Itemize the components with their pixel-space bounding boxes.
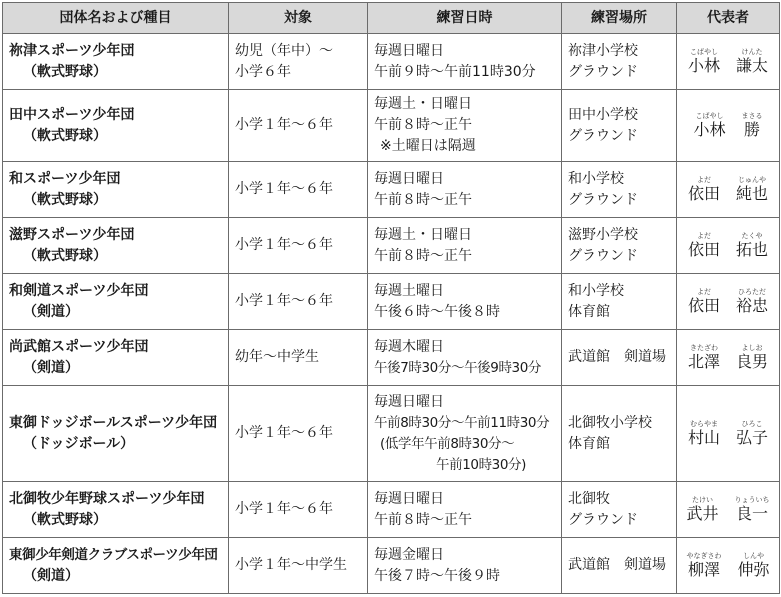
sport-type: （剣道） — [23, 567, 79, 584]
sport-type: （軟式野球） — [23, 511, 107, 528]
representative-cell — [677, 386, 780, 482]
place-line: 武道館 剣道場 — [568, 349, 666, 365]
schedule-line: 午前8時30分～午前11時30分 — [374, 414, 550, 431]
rep-given-name: けんた 謙太 — [736, 48, 769, 75]
target-cell — [229, 34, 368, 90]
furigana: じゅんや — [738, 176, 766, 184]
place-cell — [562, 538, 677, 594]
furigana: けんた — [741, 48, 763, 56]
target-cell — [229, 90, 368, 162]
furigana: しんや — [742, 552, 764, 560]
place-cell — [562, 386, 677, 482]
representative-cell — [677, 538, 780, 594]
schedule-line: 午前８時～正午 — [374, 191, 472, 208]
place-cell — [562, 330, 677, 386]
rep-family-name: よだ 依田 — [687, 232, 720, 259]
schedule-line: 毎週日曜日 — [374, 490, 444, 507]
rep-given-name: よしお 良男 — [736, 344, 769, 371]
place-line: グラウンド — [568, 191, 638, 208]
place-line: 和小学校 — [568, 282, 624, 299]
furigana: よだ — [696, 176, 711, 184]
schedule-cell — [368, 482, 562, 538]
schedule-note: (低学年午前8時30分～ — [380, 435, 515, 452]
representative-cell — [677, 90, 780, 162]
group-name: 和スポーツ少年団 — [9, 170, 121, 187]
group-name: 尚武館スポーツ少年団 — [9, 338, 149, 355]
schedule-line: 午前８時～正午 — [374, 511, 472, 528]
header-schedule: 練習日時 — [368, 3, 562, 34]
target-line: 小学１年～６年 — [235, 501, 333, 517]
sport-type: （軟式野球） — [23, 191, 107, 208]
sports-club-table — [2, 2, 780, 594]
schedule-line: 毎週日曜日 — [374, 42, 444, 59]
rep-family-name: やなぎさわ 柳澤 — [686, 552, 722, 579]
place-line: 滋野小学校 — [568, 226, 638, 243]
rep-family-name: よだ 依田 — [687, 288, 720, 315]
table-row — [3, 274, 780, 330]
group-name: 祢津スポーツ少年団 — [9, 42, 135, 59]
rep-family-name: きたざわ 北澤 — [687, 344, 720, 371]
group-name: 田中スポーツ少年団 — [9, 106, 135, 123]
place-line: 体育館 — [568, 435, 610, 452]
header-representative: 代表者 — [677, 3, 780, 34]
table-row — [3, 538, 780, 594]
table-row — [3, 218, 780, 274]
rep-given-name: たくや 拓也 — [736, 232, 769, 259]
schedule-line: 午前８時～正午 — [374, 247, 472, 264]
group-name: 滋野スポーツ少年団 — [9, 226, 135, 243]
target-cell — [229, 162, 368, 218]
target-cell — [229, 482, 368, 538]
furigana: やなぎさわ — [686, 552, 722, 560]
place-line: 祢津小学校 — [568, 42, 638, 59]
target-line: 小学１年～６年 — [235, 117, 333, 133]
schedule-line: 毎週日曜日 — [374, 170, 444, 187]
schedule-line: 午後７時～午後９時 — [374, 567, 500, 584]
place-cell — [562, 218, 677, 274]
table-row — [3, 386, 780, 482]
representative-cell — [677, 274, 780, 330]
place-line: グラウンド — [568, 247, 638, 264]
target-line: 小学１年～６年 — [235, 181, 333, 197]
group-name: 北御牧少年野球スポーツ少年団 — [9, 490, 205, 507]
furigana: まさる — [741, 112, 763, 120]
rep-family-name: よだ 依田 — [687, 176, 720, 203]
place-line: 田中小学校 — [568, 106, 638, 123]
furigana: こばやし — [695, 112, 724, 120]
group-name-cell — [3, 274, 229, 330]
rep-family-name: むらやま 村山 — [687, 420, 720, 447]
schedule-cell — [368, 330, 562, 386]
sport-type: （軟式野球） — [23, 127, 107, 144]
group-name-cell — [3, 90, 229, 162]
place-line: グラウンド — [568, 63, 638, 80]
rep-given-name: りょういち 良一 — [734, 496, 770, 523]
schedule-cell — [368, 90, 562, 162]
schedule-cell — [368, 274, 562, 330]
sport-type: （軟式野球） — [23, 247, 107, 264]
group-name: 東御ドッジボールスポーツ少年団 — [9, 414, 218, 431]
representative-cell — [677, 482, 780, 538]
table-row — [3, 482, 780, 538]
representative-cell — [677, 330, 780, 386]
place-cell — [562, 274, 677, 330]
target-line: 小学１年～６年 — [235, 293, 333, 309]
schedule-cell — [368, 162, 562, 218]
furigana: よだ — [696, 232, 711, 240]
group-name-cell — [3, 218, 229, 274]
table-row — [3, 162, 780, 218]
table-row — [3, 330, 780, 386]
group-name-cell — [3, 538, 229, 594]
target-cell — [229, 538, 368, 594]
rep-given-name: まさる 勝 — [741, 112, 763, 139]
rep-family-name: こばやし 小林 — [693, 112, 726, 139]
place-line: グラウンド — [568, 127, 638, 144]
sport-type: （剣道） — [23, 359, 79, 376]
place-line: 北御牧小学校 — [568, 414, 652, 431]
rep-family-name: こばやし 小林 — [687, 48, 720, 75]
target-cell — [229, 330, 368, 386]
sport-type: （ドッジボール） — [23, 435, 135, 452]
schedule-line: 午前９時～午前11時30分 — [374, 63, 536, 80]
target-cell — [229, 386, 368, 482]
rep-family-name: たけい 武井 — [686, 496, 719, 523]
target-line: 幼児（年中）～ — [235, 42, 333, 59]
place-line: 和小学校 — [568, 170, 624, 187]
place-cell — [562, 162, 677, 218]
place-line: 武道館 剣道場 — [568, 557, 666, 573]
furigana: ひろただ — [738, 288, 766, 296]
furigana: よしお — [741, 344, 763, 352]
group-name-cell — [3, 386, 229, 482]
place-line: グラウンド — [568, 511, 638, 528]
schedule-line: 毎週土曜日 — [374, 282, 444, 299]
group-name: 東御少年剣道クラブスポーツ少年団 — [9, 546, 218, 563]
furigana: きたざわ — [689, 344, 718, 352]
furigana: たくや — [741, 232, 763, 240]
header-target: 対象 — [229, 3, 368, 34]
schedule-line: 毎週金曜日 — [374, 546, 444, 563]
schedule-line: 毎週木曜日 — [374, 338, 444, 355]
schedule-line: 午後7時30分～午後9時30分 — [374, 359, 542, 376]
representative-cell — [677, 218, 780, 274]
furigana: むらやま — [689, 420, 718, 428]
table-row — [3, 90, 780, 162]
schedule-line: 毎週日曜日 — [374, 393, 444, 410]
place-line: 北御牧 — [568, 490, 610, 507]
representative-cell — [677, 34, 780, 90]
schedule-cell — [368, 386, 562, 482]
furigana: ひろこ — [741, 420, 763, 428]
furigana: こばやし — [689, 48, 718, 56]
place-cell — [562, 482, 677, 538]
group-name-cell — [3, 330, 229, 386]
group-name: 和剣道スポーツ少年団 — [9, 282, 149, 299]
table-row — [3, 34, 780, 90]
rep-given-name: じゅんや 純也 — [736, 176, 769, 203]
rep-given-name: ひろこ 弘子 — [736, 420, 769, 447]
sport-type: （軟式野球） — [23, 63, 107, 80]
schedule-line: 午前８時～正午 — [374, 117, 472, 133]
target-line: 小学１年～６年 — [235, 237, 333, 253]
schedule-cell — [368, 538, 562, 594]
schedule-cell — [368, 34, 562, 90]
schedule-line: 毎週土・日曜日 — [374, 226, 472, 243]
representative-cell — [677, 162, 780, 218]
place-cell — [562, 34, 677, 90]
place-cell — [562, 90, 677, 162]
furigana: りょういち — [734, 496, 770, 504]
place-line: 体育館 — [568, 303, 610, 320]
schedule-note: 午前10時30分) — [436, 456, 527, 473]
schedule-cell — [368, 218, 562, 274]
furigana: たけい — [691, 496, 713, 504]
header-place: 練習場所 — [562, 3, 677, 34]
sport-type: （剣道） — [23, 303, 79, 320]
target-line: 小学１年～６年 — [235, 425, 333, 441]
rep-given-name: しんや 伸弥 — [737, 552, 770, 579]
target-line: 幼年～中学生 — [235, 349, 319, 365]
schedule-line: 午後６時～午後８時 — [374, 303, 500, 320]
schedule-note: ※土曜日は隔週 — [380, 138, 476, 154]
group-name-cell — [3, 34, 229, 90]
target-cell — [229, 218, 368, 274]
header-row — [3, 3, 780, 34]
target-cell — [229, 274, 368, 330]
group-name-cell — [3, 162, 229, 218]
header-group-name: 団体名および種目 — [3, 3, 229, 34]
target-line: 小学１年～中学生 — [235, 557, 347, 573]
target-line: 小学６年 — [235, 63, 291, 80]
furigana: よだ — [696, 288, 711, 296]
group-name-cell — [3, 482, 229, 538]
schedule-line: 毎週土・日曜日 — [374, 96, 472, 112]
rep-given-name: ひろただ 裕忠 — [736, 288, 769, 315]
